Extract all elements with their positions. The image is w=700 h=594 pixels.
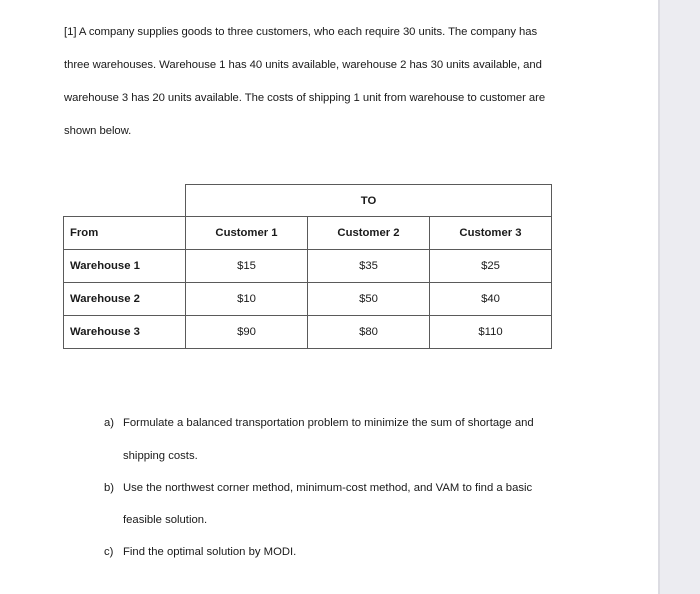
cost-cell: $35	[308, 250, 430, 283]
question-text: Use the northwest corner method, minimum-cost method, and VAM to find a basic	[123, 482, 533, 494]
cost-cell: $90	[186, 316, 308, 349]
problem-line: three warehouses. Warehouse 1 has 40 units available, warehouse 2 has 30 units available, and	[64, 59, 542, 71]
problem-line: shown below.	[64, 125, 132, 137]
row-header: Warehouse 1	[64, 250, 186, 283]
row-header: Warehouse 2	[64, 283, 186, 316]
cost-cell: $25	[430, 250, 552, 283]
column-header: Customer 3	[430, 217, 552, 250]
problem-line: warehouse 3 has 20 units available. The costs of shipping 1 unit from warehouse to customer are	[64, 92, 546, 104]
cost-cell: $110	[430, 316, 552, 349]
from-header: From	[64, 217, 186, 250]
column-header: Customer 1	[186, 217, 308, 250]
to-header: TO	[186, 185, 552, 217]
cost-cell: $80	[308, 316, 430, 349]
question-text: Formulate a balanced transportation problem to minimize the sum of shortage and	[123, 417, 534, 429]
cost-cell: $15	[186, 250, 308, 283]
question-text: feasible solution.	[123, 514, 208, 526]
cost-cell: $10	[186, 283, 308, 316]
page-gutter	[658, 0, 700, 594]
table-row	[64, 316, 552, 349]
problem-line: [1] A company supplies goods to three customers, who each require 30 units. The company has	[64, 26, 538, 38]
table-header-row	[64, 185, 552, 217]
question-text: shipping costs.	[123, 450, 198, 462]
cost-cell: $50	[308, 283, 430, 316]
column-header: Customer 2	[308, 217, 430, 250]
table-row	[64, 250, 552, 283]
question-text: Find the optimal solution by MODI.	[123, 546, 297, 558]
question-letter: b)	[104, 482, 115, 494]
table-column-header-row	[64, 217, 552, 250]
table-corner	[64, 185, 186, 217]
table-row	[64, 283, 552, 316]
question-letter: a)	[104, 417, 115, 429]
row-header: Warehouse 3	[64, 316, 186, 349]
cost-cell: $40	[430, 283, 552, 316]
question-letter: c)	[104, 546, 114, 558]
shipping-cost-table	[63, 184, 552, 349]
